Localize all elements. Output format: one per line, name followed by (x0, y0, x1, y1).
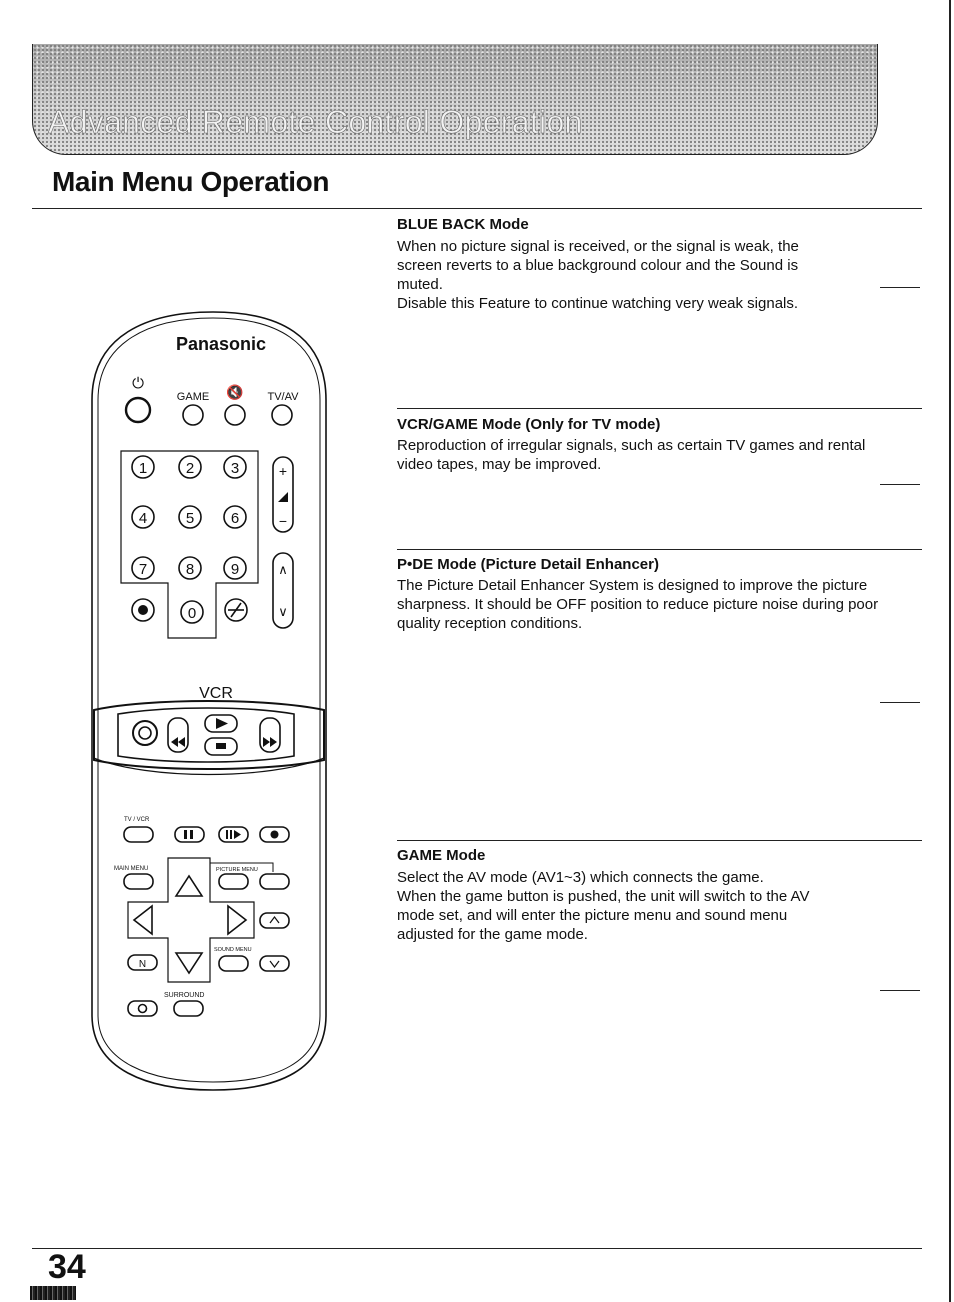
volume-ramp-icon (278, 492, 288, 502)
mute-icon: 🔇 (226, 384, 244, 400)
digit-button-6[interactable] (224, 506, 246, 528)
page-number: 34 (48, 1248, 86, 1286)
brand-logo: Panasonic (175, 334, 267, 354)
paragraph: When the game button is pushed, the unit will switch to the AV mode set, and will enter the picture menu and sound menu adjusted for the game mode. (397, 888, 810, 943)
vcr-panel-outline (94, 701, 324, 769)
picture-menu-label: PICTURE MENU (216, 867, 258, 873)
print-smudge (30, 1286, 76, 1300)
page-title: Main Menu Operation (52, 166, 330, 197)
paragraph: The Picture Detail Enhancer System is designed to improve the picture sharpness. It should be OFF position to reduce picture noise during poor quality reception conditions. (397, 577, 879, 632)
digit-button-7[interactable] (132, 557, 154, 579)
svg-text:3: 3 (230, 460, 240, 477)
power-icon: ⏻ (132, 375, 144, 392)
channel-down-small-button[interactable] (260, 956, 289, 971)
digit-button-5[interactable] (179, 506, 201, 528)
record-button[interactable] (260, 827, 289, 842)
section-body-pde (397, 576, 897, 633)
pause-button[interactable] (175, 827, 204, 842)
normalize-button[interactable] (128, 955, 157, 970)
tv-av-label: TV/AV (267, 391, 299, 403)
fast-forward-button[interactable] (260, 718, 280, 752)
paragraph: Disable this Feature to continue watching very weak signals. (397, 295, 799, 312)
picture-menu-button[interactable] (219, 874, 248, 889)
margin-tick (880, 484, 920, 485)
numeric-keypad (132, 456, 246, 623)
nav-up-arrow-icon[interactable] (176, 876, 202, 896)
svg-text:7: 7 (138, 561, 148, 578)
tv-av-button[interactable] (272, 405, 292, 425)
section-divider (397, 840, 922, 841)
vcr-panel-inner (118, 708, 294, 762)
svg-text:2: 2 (185, 460, 195, 477)
svg-text:8: 8 (185, 561, 195, 578)
picture-menu-extra-button[interactable] (260, 874, 289, 889)
svg-text:0: 0 (187, 605, 197, 622)
svg-text:5: 5 (185, 510, 195, 527)
section-body-blue-back (397, 237, 897, 313)
section-divider (397, 549, 922, 550)
volume-down-symbol: − (278, 513, 288, 529)
paragraph: Reproduction of irregular signals, such as certain TV games and rental video tapes, may be improved. (397, 437, 866, 473)
vcr-power-button[interactable] (133, 721, 157, 745)
digit-button-9[interactable] (224, 557, 246, 579)
paragraph: When no picture signal is received, or the signal is weak, the screen reverts to a blue background colour and the Sound is muted. (397, 238, 799, 293)
nav-left-arrow-icon[interactable] (134, 906, 152, 934)
svg-text:4: 4 (138, 510, 148, 527)
digit-button-2[interactable] (179, 456, 201, 478)
title-divider (32, 208, 922, 209)
play-button[interactable] (205, 715, 237, 732)
timer-button[interactable] (128, 1001, 157, 1016)
section-body-game-mode (397, 868, 897, 944)
page-edge-line (949, 0, 951, 1302)
margin-tick (880, 990, 920, 991)
surround-button[interactable] (174, 1001, 203, 1016)
volume-up-symbol: + (278, 463, 288, 479)
sound-menu-button[interactable] (219, 956, 248, 971)
main-menu-button[interactable] (124, 874, 153, 889)
svg-text:6: 6 (230, 510, 240, 527)
nav-cross-frame (128, 858, 254, 982)
game-label: GAME (176, 391, 210, 403)
section-divider (397, 408, 922, 409)
mute-button[interactable] (225, 405, 245, 425)
surround-label: SURROUND (164, 992, 205, 999)
remote-control-illustration (88, 310, 338, 1095)
section-title-vcr-game: VCR/GAME Mode (Only for TV mode) (397, 416, 661, 433)
footer-divider (32, 1248, 922, 1249)
game-button[interactable] (183, 405, 203, 425)
channel-up-symbol: ∧ (278, 562, 288, 577)
digit-button-8[interactable] (179, 557, 201, 579)
svg-text:1: 1 (138, 460, 148, 477)
margin-tick (880, 287, 920, 288)
vcr-label: VCR (199, 685, 233, 702)
tv-vcr-button[interactable] (124, 827, 153, 842)
section-title-game-mode: GAME Mode (397, 847, 486, 864)
digit-button-0[interactable] (181, 601, 203, 623)
section-title-blue-back: BLUE BACK Mode (397, 216, 529, 233)
power-button[interactable] (126, 398, 150, 422)
channel-up-small-button[interactable] (260, 913, 289, 928)
main-menu-label: MAIN MENU (114, 866, 149, 872)
tv-vcr-label: TV / VCR (124, 817, 150, 823)
section-title-pde: P•DE Mode (Picture Detail Enhancer) (397, 556, 659, 573)
section-body-vcr-game (397, 436, 897, 474)
stop-button[interactable] (205, 738, 237, 755)
banner-title: Advanced Remote Control Operation (48, 104, 583, 140)
input-select-button[interactable] (132, 599, 154, 621)
svg-text:9: 9 (230, 561, 240, 578)
nav-down-arrow-icon[interactable] (176, 953, 202, 973)
sound-menu-label: SOUND MENU (214, 947, 252, 953)
slow-play-button[interactable] (219, 827, 248, 842)
digit-button-4[interactable] (132, 506, 154, 528)
digit-button-1[interactable] (132, 456, 154, 478)
dash-button[interactable] (225, 599, 247, 621)
margin-tick (880, 702, 920, 703)
svg-text:N: N (138, 959, 147, 970)
nav-right-arrow-icon[interactable] (228, 906, 246, 934)
channel-down-symbol: ∨ (278, 604, 288, 619)
rewind-button[interactable] (168, 718, 188, 752)
digit-button-3[interactable] (224, 456, 246, 478)
paragraph: Select the AV mode (AV1~3) which connects the game. (397, 869, 764, 886)
